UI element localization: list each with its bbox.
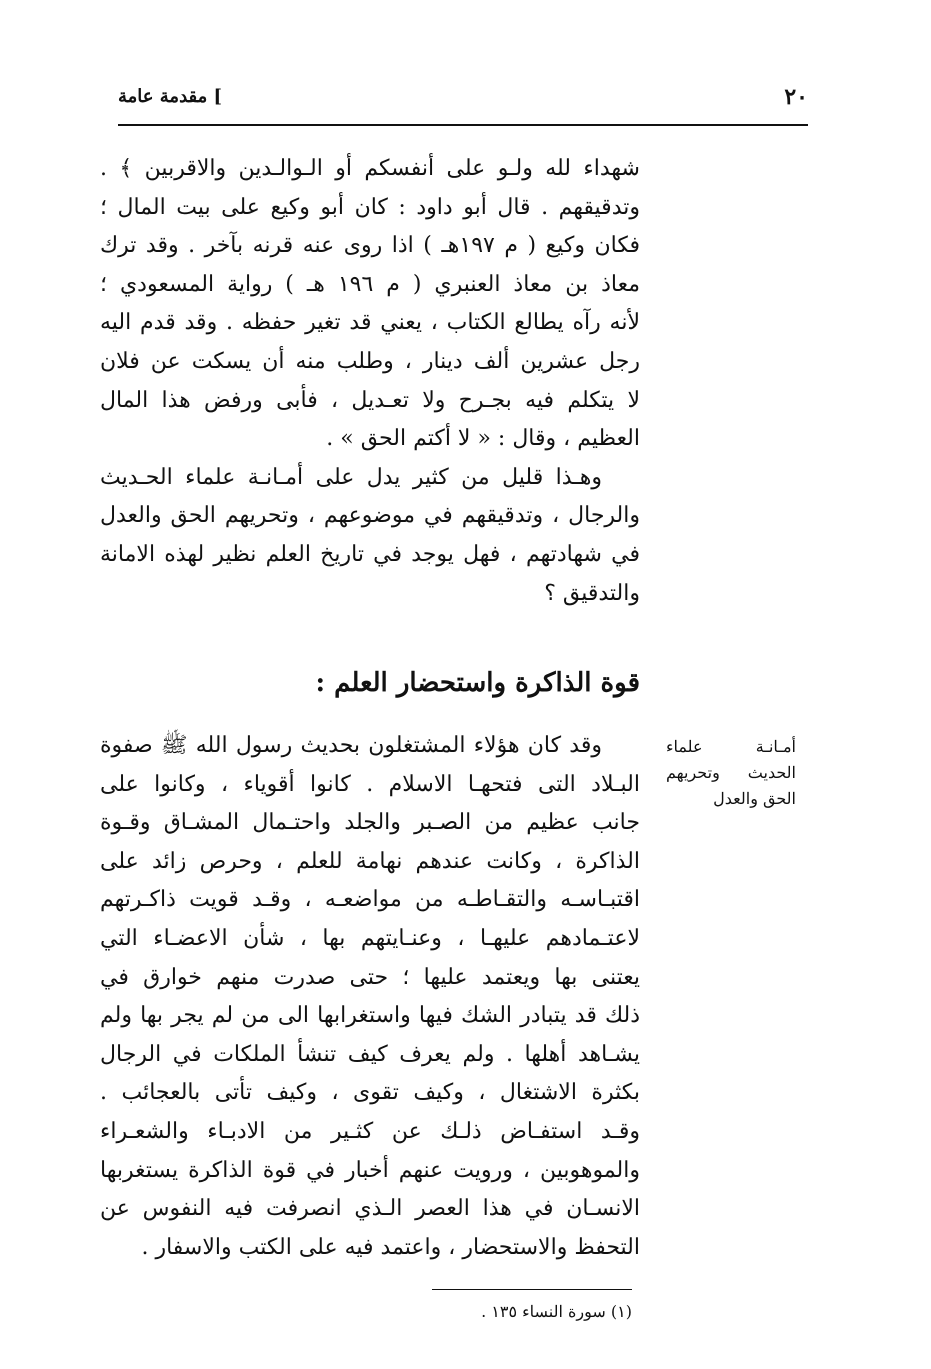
footnote-rule — [432, 1289, 632, 1290]
text-line: في شهادتهم ، فهل يوجد في تاريخ العلم نظير لهذه الامانة — [100, 541, 640, 567]
text-line: العظيم ، وقال : « لا أكتم الحق » . — [326, 426, 640, 452]
footnote: (١) سورة النساء ١٣٥ . — [481, 1302, 632, 1321]
margin-note — [666, 734, 796, 812]
text-line: والتدقيق ؟ — [544, 580, 640, 606]
margin-note-line: الحق والعدل — [713, 789, 796, 808]
text-line: الذاكرة ، وكانت عندهم نهامة للعلم ، وحرص زائد على — [100, 848, 640, 874]
text-line: وتدقيقهم . قال أبو داود : كان أبو وكيع على بيت المال ؛ — [100, 194, 640, 220]
text-line: رجل عشرين ألف دينار ، وطلب منه أن يسكت عن فلان — [100, 348, 640, 374]
text-line: معاذ بن معاذ العنبري ( م ١٩٦ هـ ) رواية المسعودي ؛ — [100, 271, 640, 297]
text-line: التحفظ والاستحضار ، واعتمد فيه على الكتب والاسفار . — [141, 1234, 640, 1260]
margin-note-line: أمـانـة علماء — [666, 737, 796, 756]
text-line: يشـاهد أهلها . ولم يعرف كيف تنشأ الملكات في الرجال — [100, 1041, 640, 1067]
text-line: جانب عظيم من الصـبر والجلد واحتـمال المشـاق وقـوة — [100, 810, 640, 836]
page-header — [118, 84, 808, 124]
text-line: لا يتكلم فيه بجـرح ولا تعـديل ، فأبى ورفض هذا المال — [100, 387, 640, 413]
text-line: وقد كان هؤلاء المشتغلون بحديث رسول الله ﷺ صفوة — [100, 733, 602, 758]
section-heading: قوة الذاكرة واستحضار العلم : — [315, 668, 640, 698]
text-line: وهـذا قليل من كثير يدل على أمـانـة علماء الحـديث — [100, 464, 602, 490]
text-line: والرجال ، وتدقيقهم في موضوعهم ، وتحريهم الحق والعدل — [100, 503, 640, 529]
text-line: والموهوبين ، ورويت عنهم أخبار في قوة الذاكرة يستغربها — [100, 1157, 640, 1183]
text-line: الانسـان في هذا العصر الـذي انصرفت فيه النفوس عن — [100, 1196, 640, 1222]
text-line: اقتبـاسـه والتقـاطـه من مواضعـه ، وقـد قويت ذاكـرتهم — [100, 887, 640, 913]
text-block-1 — [100, 150, 640, 613]
running-title: ] مقدمة عامة — [118, 86, 223, 107]
margin-note-line: الحديث وتحريهم — [666, 763, 796, 782]
text-line: ذلك قد يتبادر الشك فيها واستغرابها الى من لم يجر بها ولم — [100, 1003, 640, 1029]
page-number: ٢٠ — [784, 84, 808, 110]
text-line: شهداء لله ولـو على أنفسكم أو الـوالـدين والاقربين ﴾ . — [100, 156, 640, 181]
header-rule — [118, 124, 808, 126]
text-line: يعتنى بها ويعتمد عليها ؛ حتى صدرت منهم خوارق في — [100, 964, 640, 990]
text-line: بكثرة الاشتغال ، وكيف تقوى ، وكيف تأتى بالعجائب . — [100, 1080, 640, 1106]
text-line: وقـد استفـاض ذلـك عن كثـير من الادبـاء والشعـراء — [100, 1118, 640, 1144]
text-line: البـلاد التى فتحهـا الاسلام . كانوا أقوياء ، وكانوا على — [100, 771, 640, 797]
text-line: لأنه رآه يطالع الكتاب ، يعني قد تغير حفظه . وقد قدم اليه — [100, 310, 640, 336]
text-block-2 — [100, 727, 640, 1267]
text-line: فكان وكيع ( م ١٩٧هـ ) اذا روى عنه قرنه بآخر . وقد ترك — [100, 233, 640, 259]
text-line: لاعتـمادهم عليهـا ، وعنـايتهم بها ، شأن الاعضـاء التي — [100, 925, 640, 951]
